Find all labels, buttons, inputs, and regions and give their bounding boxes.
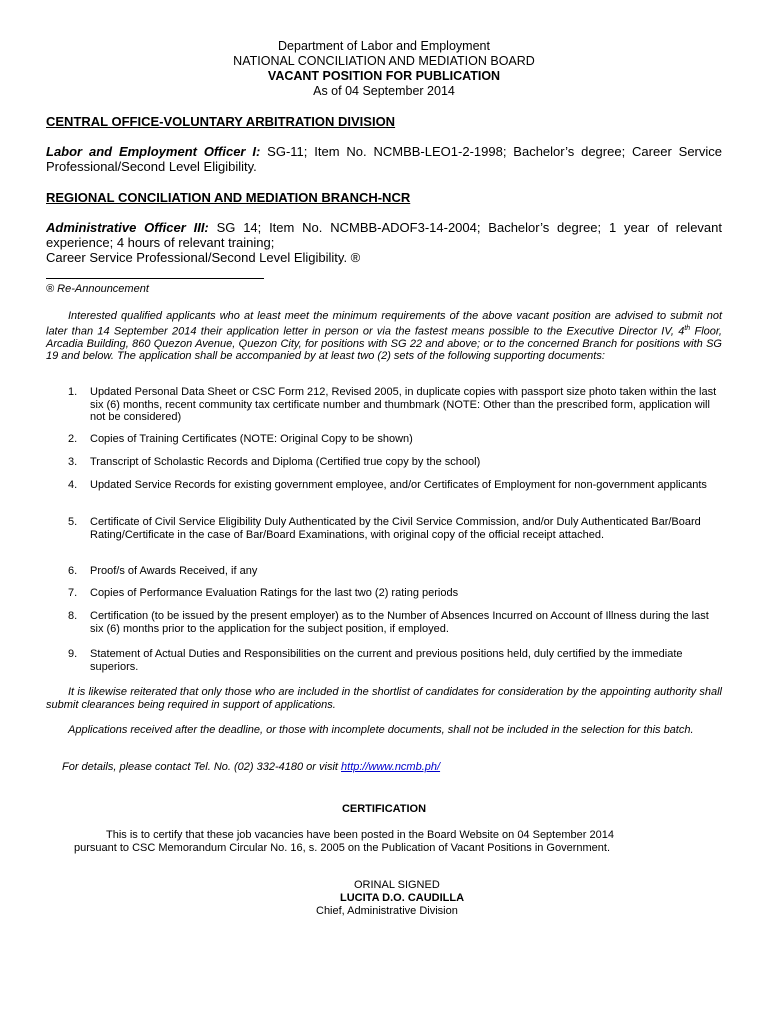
- list-item-text: Certification (to be issued by the present employer) as to the Number of Absences Incurred on Account of Illness during the last six (6) months prior to the application for the subject position, if employed.: [90, 610, 709, 635]
- shortlist-note: It is likewise reiterated that only those who are included in the shortlist of candidates for consideration by the appointing authority shall submit clearances being required in support of applications.: [46, 686, 722, 711]
- list-item-text: Updated Personal Data Sheet or CSC Form 212, Revised 2005, in duplicate copies with passport size photo taken within the last six (6) months, recent community tax certificate number and thumbmark (NOTE: Other than the prescribed form, application will not be considered): [90, 386, 717, 423]
- header-date: As of 04 September 2014: [313, 84, 455, 98]
- intro-text-1: Interested qualified applicants who at least meet the minimum requirements of the above vacant position are advised to submit not later than 14 September 2014 their application letter in person or via the fastest means possible to the Executive Director IV, 4: [46, 310, 722, 338]
- list-item-number: 6.: [68, 565, 78, 577]
- intro-text-2: Floor, Arcadia Building, 860 Quezon Avenue, Quezon City, for positions with SG 22 and above; or to the concerned Branch for positions with SG 19 and below. The application shall be accompanied by at least two (2) sets of the following supporting documents:: [46, 325, 722, 363]
- footnote-re-announcement: ® Re-Announcement: [46, 283, 149, 295]
- header-title: VACANT POSITION FOR PUBLICATION: [267, 69, 501, 83]
- position-details: SG-11; Item No. NCMBB-LEO1-2-1998; Bachelor’s degree; Career Service Professional/Second Level Eligibility.: [46, 144, 722, 174]
- certification-title: CERTIFICATION: [341, 803, 427, 815]
- header-department: Department of Labor and Employment: [278, 39, 490, 53]
- list-item-number: 1.: [68, 386, 78, 398]
- list-item-text: Proof/s of Awards Received, if any: [90, 565, 258, 577]
- list-item-text: Updated Service Records for existing government employee, and/or Certificates of Employment for non-government applicants: [90, 479, 707, 491]
- section-title-central-office: CENTRAL OFFICE-VOLUNTARY ARBITRATION DIVISION: [46, 114, 396, 129]
- position-eligibility: Career Service Professional/Second Level Eligibility. ®: [46, 250, 361, 265]
- list-item-text: Copies of Training Certificates (NOTE: Original Copy to be shown): [90, 433, 413, 445]
- position-details: SG 14; Item No. NCMBB-ADOF3-14-2004; Bachelor’s degree; 1 year of relevant experience; 4 hours of relevant training;: [46, 220, 722, 250]
- website-link[interactable]: http://www.ncmb.ph/: [341, 761, 441, 773]
- intro-paragraph: [46, 310, 722, 363]
- contact-text: For details, please contact Tel. No. (02) 332-4180 or visit: [62, 761, 342, 773]
- header-board: NATIONAL CONCILIATION AND MEDIATION BOARD: [233, 54, 535, 68]
- signature-status: ORINAL SIGNED: [354, 879, 440, 891]
- list-item-number: 2.: [68, 433, 78, 445]
- position-name: Administrative Officer III:: [46, 220, 209, 235]
- list-item-text: Certificate of Civil Service Eligibility Duly Authenticated by the Civil Service Commission, and/or Duly Authenticated Bar/Board Rating/Certificate in the case of Bar/Board Examinations, with original copy of the official receipt attached.: [90, 516, 701, 541]
- list-item-text: Copies of Performance Evaluation Ratings for the last two (2) rating periods: [90, 587, 459, 599]
- intro-superscript: th: [684, 324, 691, 332]
- list-item-number: 3.: [68, 456, 78, 468]
- deadline-note: Applications received after the deadline, or those with incomplete documents, shall not be included in the selection for this batch.: [68, 724, 694, 736]
- footnote-divider: [46, 278, 264, 279]
- contact-line: [62, 761, 440, 774]
- list-item-text: Statement of Actual Duties and Responsibilities on the current and previous positions held, duly certified by the immediate superiors.: [90, 648, 683, 673]
- list-item-number: 9.: [68, 648, 78, 660]
- certification-line-1: This is to certify that these job vacancies have been posted in the Board Website on 04 September 2014: [106, 829, 614, 841]
- position-administrative-officer: [46, 220, 722, 250]
- position-labor-employment-officer: [46, 144, 722, 174]
- signatory-title: Chief, Administrative Division: [316, 905, 458, 917]
- list-item-text: Transcript of Scholastic Records and Diploma (Certified true copy by the school): [90, 456, 481, 468]
- position-name: Labor and Employment Officer I:: [46, 144, 261, 159]
- list-item-number: 4.: [68, 479, 78, 491]
- list-item-number: 8.: [68, 610, 78, 622]
- list-item-number: 5.: [68, 516, 78, 528]
- list-item-number: 7.: [68, 587, 78, 599]
- signatory-name: LUCITA D.O. CAUDILLA: [340, 892, 465, 904]
- section-title-regional-branch: REGIONAL CONCILIATION AND MEDIATION BRANCH-NCR: [46, 190, 411, 205]
- certification-line-2: pursuant to CSC Memorandum Circular No. 16, s. 2005 on the Publication of Vacant Positions in Government.: [74, 842, 611, 854]
